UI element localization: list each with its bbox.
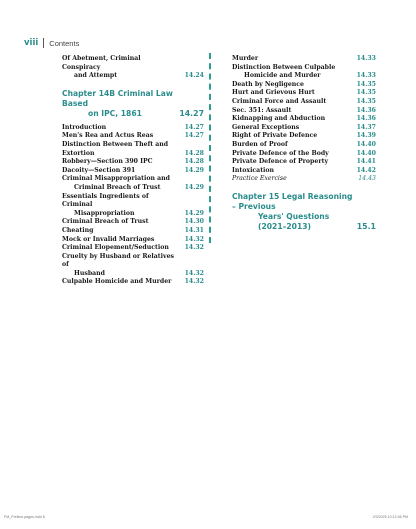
entry-title [62, 253, 185, 279]
page-ref: 14.41 [356, 158, 376, 166]
entry-title [62, 55, 185, 81]
footer-filename: FM_Prelims pages.indd 8 [4, 515, 45, 519]
title-line: Criminal Misappropriation and [62, 175, 170, 183]
toc-entry [232, 175, 376, 184]
page-ref: 14.35 [356, 80, 376, 88]
entry-title [232, 55, 357, 64]
title-line: Of Abetment, Criminal Conspiracy [62, 55, 141, 71]
page-ref: 14.27 [184, 132, 204, 140]
toc-entry [62, 218, 204, 227]
title-line: Private Defence of the Body [232, 149, 329, 157]
title-line: Mock or Invalid Marriages [62, 235, 155, 243]
title-line: Chapter 15 Legal Reasoning – Previous [232, 191, 353, 211]
title-line: Criminal Breach of Trust [62, 218, 149, 226]
toc-entry [232, 150, 376, 159]
title-line: Distinction Between Culpable [232, 63, 336, 71]
entry-title [62, 167, 185, 176]
title-line: Husband [74, 269, 105, 277]
column-divider [209, 53, 211, 243]
print-footer [4, 515, 408, 519]
title-line: on IPC, 1861 [88, 108, 142, 118]
title-line: Culpable Homicide and Murder [62, 278, 172, 286]
toc-entry [232, 107, 376, 116]
toc-entry [232, 115, 376, 124]
title-line: Introduction [62, 123, 107, 131]
title-line: Sec. 351: Assault [232, 106, 292, 114]
title-line: Practice Exercise [232, 175, 287, 183]
chapter-heading [232, 192, 376, 232]
title-line: Distinction Between Theft and Extortion [62, 140, 169, 157]
toc-entry [62, 193, 204, 219]
title-line: Years' Questions [258, 211, 330, 221]
toc-entry [62, 158, 204, 167]
title-line: Essentials Ingredients of Criminal [62, 192, 149, 209]
toc-entry [62, 124, 204, 133]
page-ref: 14.36 [356, 106, 376, 114]
page-ref: 14.27 [184, 123, 204, 131]
footer-timestamp: 2/3/2025 10:12:46 PM [372, 515, 408, 519]
entry-title [232, 81, 357, 90]
toc-entry [62, 55, 204, 81]
entry-title [232, 150, 357, 159]
page-ref: 14.35 [356, 97, 376, 105]
toc-entry [62, 244, 204, 253]
section-label: Contents [49, 38, 80, 48]
page-ref: 15.1 [356, 221, 376, 231]
chapter-title [232, 192, 357, 232]
page-ref: 14.27 [179, 108, 204, 118]
entry-title [62, 132, 185, 141]
entry-title [62, 218, 185, 227]
toc-entry [232, 64, 376, 81]
title-line: Men's Rea and Actus Reas [62, 132, 154, 140]
entry-title [232, 175, 358, 184]
entry-title [232, 115, 357, 124]
title-line: Criminal Force and Assault [232, 97, 327, 105]
entry-title [62, 175, 185, 192]
title-line: Cruelty by Husband or Relatives of [62, 252, 175, 269]
title-line: Dacoity—Section 391 [62, 166, 136, 174]
entry-title [232, 107, 357, 116]
page-ref: 14.42 [356, 166, 376, 174]
title-line: and Attempt [74, 72, 118, 80]
page-ref: 14.32 [184, 244, 204, 252]
page-ref: 14.35 [356, 89, 376, 97]
page-ref: 14.31 [184, 226, 204, 234]
title-line: Cheating [62, 226, 94, 234]
entry-title [62, 227, 185, 236]
entry-title [62, 124, 185, 133]
page-ref: 14.36 [356, 115, 376, 123]
title-line: Murder [232, 55, 259, 62]
title-line: General Exceptions [232, 123, 300, 131]
entry-title [62, 236, 185, 245]
page-ref: 14.24 [184, 72, 204, 80]
toc-entry [232, 158, 376, 167]
page-number: viii [24, 38, 39, 48]
toc-entry [232, 55, 376, 64]
chapter-heading [62, 89, 204, 119]
page-ref: 14.29 [184, 183, 204, 191]
toc-entry [232, 98, 376, 107]
page-ref: 14.33 [356, 72, 376, 80]
page-ref: 14.29 [184, 166, 204, 174]
title-line: Hurt and Grievous Hurt [232, 89, 315, 97]
entry-title [232, 167, 357, 176]
entry-title [232, 64, 357, 81]
title-line: Misappropriation [74, 209, 135, 217]
toc-entry [62, 227, 204, 236]
page-ref: 14.28 [184, 149, 204, 157]
page-ref: 14.30 [184, 218, 204, 226]
title-line: (2021–2013) [258, 221, 312, 231]
title-line: Right of Private Defence [232, 132, 318, 140]
page-ref: 14.43 [358, 175, 376, 183]
entry-title [62, 158, 185, 167]
page-ref: 14.40 [356, 140, 376, 148]
toc-entry [232, 167, 376, 176]
toc-entry [62, 141, 204, 158]
title-line: Robbery—Section 390 IPC [62, 158, 153, 166]
entry-title [232, 98, 357, 107]
title-line: Kidnapping and Abduction [232, 115, 326, 123]
toc-entry [62, 167, 204, 176]
page-ref: 14.28 [184, 158, 204, 166]
title-line: Private Defence of Property [232, 158, 329, 166]
toc-entry [62, 175, 204, 192]
toc-entry [62, 132, 204, 141]
title-line: Homicide and Murder [244, 72, 321, 80]
page-ref: 14.33 [356, 55, 376, 62]
toc-entry [232, 81, 376, 90]
toc-left-column [62, 55, 204, 287]
entry-title [62, 193, 185, 219]
title-line: Criminal Breach of Trust [74, 183, 161, 191]
page-ref: 14.32 [184, 235, 204, 243]
page-ref: 14.37 [356, 123, 376, 131]
page-ref: 14.32 [184, 278, 204, 286]
title-line: Criminal Elopement/Seduction [62, 244, 169, 252]
entry-title [232, 158, 357, 167]
entry-title [62, 278, 185, 287]
toc-entry [62, 278, 204, 287]
toc-entry [232, 124, 376, 133]
page-ref: 14.32 [184, 269, 204, 277]
entry-title [232, 89, 357, 98]
title-line: Burden of Proof [232, 140, 288, 148]
toc-right-column [232, 55, 376, 237]
title-line: Death by Negligence [232, 80, 304, 88]
toc-entry [232, 141, 376, 150]
toc-entry [62, 236, 204, 245]
toc-entry [232, 132, 376, 141]
toc-entry [232, 89, 376, 98]
title-line: Intoxication [232, 166, 275, 174]
header-separator [43, 38, 44, 48]
chapter-title [62, 89, 179, 119]
entry-title [232, 141, 357, 150]
entry-title [62, 244, 185, 253]
entry-title [232, 124, 357, 133]
page-ref: 14.29 [184, 209, 204, 217]
toc-entry [62, 253, 204, 279]
running-header [24, 37, 79, 49]
entry-title [62, 141, 185, 158]
title-line: Chapter 14B Criminal Law Based [62, 88, 173, 108]
entry-title [232, 132, 357, 141]
page-ref: 14.40 [356, 149, 376, 157]
page-ref: 14.39 [356, 132, 376, 140]
